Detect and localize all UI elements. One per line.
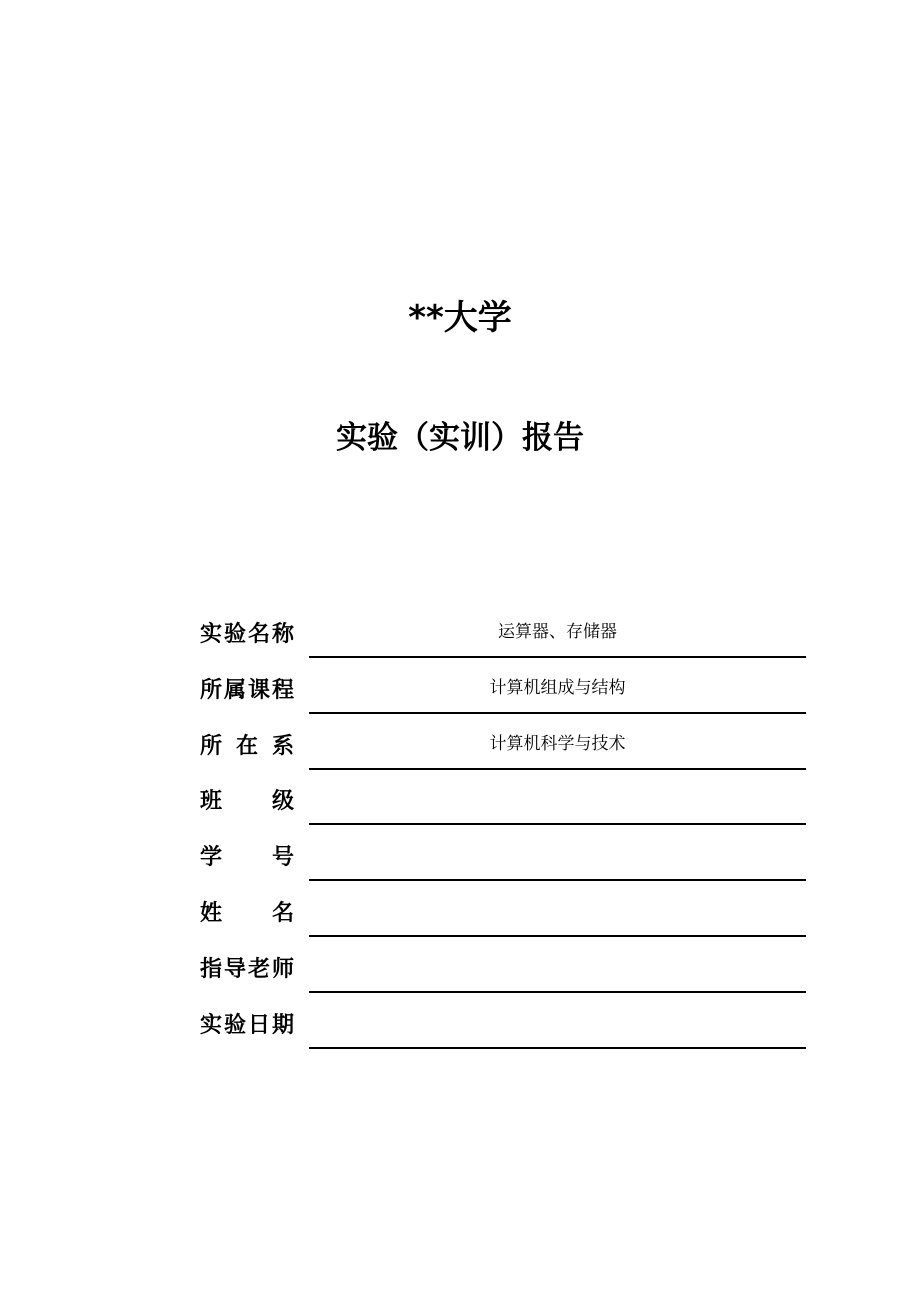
field-label: 班 级 — [200, 789, 294, 815]
form-row-date — [200, 999, 806, 1055]
field-label: 指 导 老 师 — [200, 956, 294, 982]
field-underline — [309, 619, 806, 658]
form-row-department — [200, 720, 806, 776]
field-value: 运算器、存储器 — [498, 622, 617, 642]
form-row-class — [200, 775, 806, 831]
field-label: 所 属 课 程 — [200, 677, 294, 703]
field-underline — [309, 786, 806, 825]
field-label: 实 验 日 期 — [200, 1012, 294, 1038]
field-underline — [309, 675, 806, 714]
field-underline — [309, 954, 806, 993]
field-label: 实 验 名 称 — [200, 622, 294, 647]
form-row-student-id — [200, 831, 806, 887]
form-row-instructor — [200, 943, 806, 999]
field-label: 所 在 系 — [200, 733, 294, 759]
field-underline — [309, 842, 806, 881]
field-label: 姓 名 — [200, 900, 294, 926]
form-row-course — [200, 664, 806, 720]
report-title: 实验（实训）报告 — [336, 420, 584, 456]
university-name: **大学 — [408, 298, 512, 338]
field-label: 学 号 — [200, 845, 294, 871]
field-underline — [309, 898, 806, 937]
field-underline — [309, 1010, 806, 1049]
form-row-experiment-name — [200, 608, 806, 664]
field-value: 计算机组成与结构 — [489, 677, 626, 698]
field-value: 计算机科学与技术 — [489, 733, 626, 754]
info-form — [200, 608, 806, 1054]
form-row-name — [200, 887, 806, 943]
field-underline — [309, 731, 806, 770]
